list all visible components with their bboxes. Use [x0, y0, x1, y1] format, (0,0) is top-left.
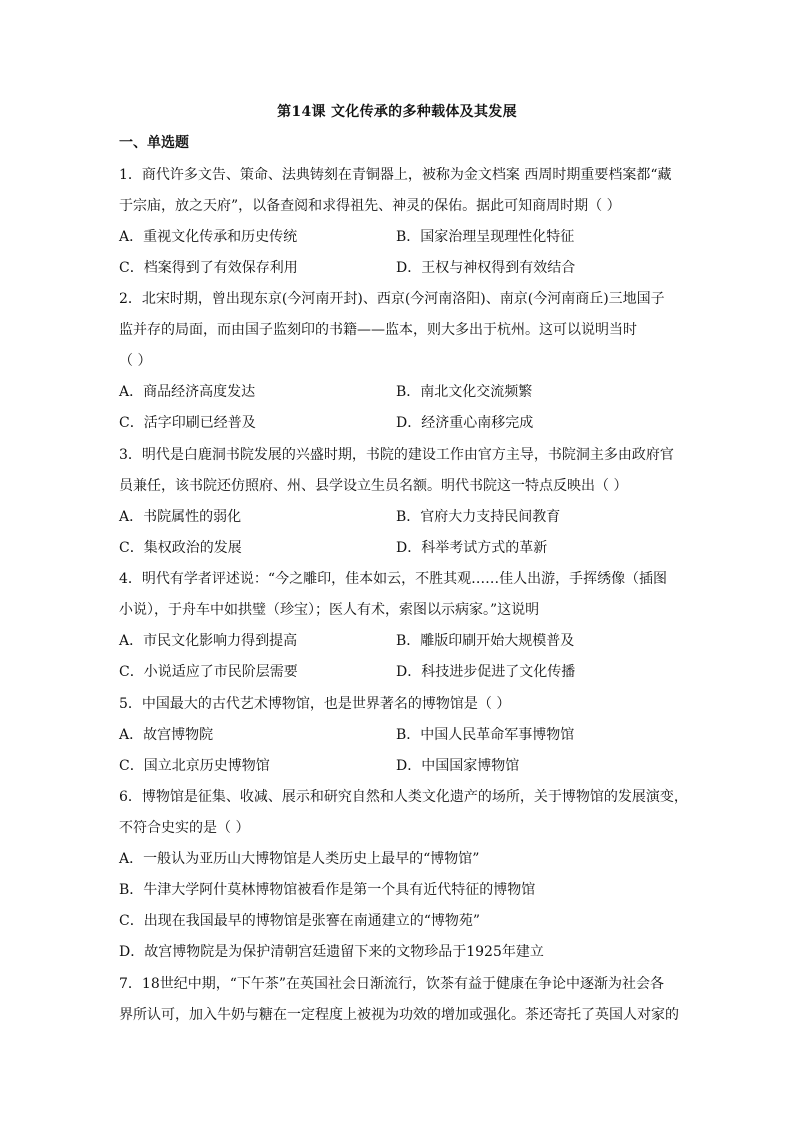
question-6-option-a: A．一般认为亚历山大博物馆是人类历史上最早的“博物馆”	[119, 851, 480, 867]
question-6-line-1: 6．博物馆是征集、收减、展示和研究自然和人类文化遗产的场所，关于博物馆的发展演变，	[119, 789, 688, 805]
question-3-option-b: B．官府大力支持民间教育	[396, 509, 561, 525]
question-4-option-a: A．市民文化影响力得到提高	[119, 633, 298, 649]
question-7-line-1: 7．18世纪中期，“下午茶”在英国社会日渐流行，饮茶有益于健康在争论中逐渐为社会各	[119, 976, 665, 992]
question-1-option-c: C．档案得到了有效保存利用	[119, 260, 298, 276]
question-6-option-b: B．牛津大学阿什莫林博物馆被看作是第一个具有近代特征的博物馆	[119, 882, 536, 898]
section-heading: 一、单选题	[119, 135, 189, 151]
question-6-line-2: 不符合史实的是（ ）	[119, 820, 250, 836]
question-7-line-2: 界所认可，加入牛奶与糖在一定程度上被视为功效的增加或强化。茶还寄托了英国人对家的	[119, 1007, 679, 1023]
question-3-line-1: 3．明代是白鹿洞书院发展的兴盛时期，书院的建设工作由官方主导，书院洞主多由政府官	[119, 447, 674, 463]
question-2-option-a: A．商品经济高度发达	[119, 384, 256, 400]
question-1-line-2: 于宗庙，放之天府”，以备查阅和求得祖先、神灵的保佑。据此可知商周时期（ ）	[119, 198, 621, 214]
question-2-line-2: 监并存的局面，而由国子监刻印的书籍——监本，则大多出于杭州。这可以说明当时	[119, 322, 637, 338]
question-2-option-c: C．活字印刷已经普及	[119, 415, 256, 431]
question-1-option-a: A．重视文化传承和历史传统	[119, 229, 298, 245]
question-4-option-d: D．科技进步促进了文化传播	[396, 664, 576, 680]
question-1-option-b: B．国家治理呈现理性化特征	[396, 229, 575, 245]
question-2-option-d: D．经济重心南移完成	[396, 415, 534, 431]
question-5-option-a: A．故宫博物院	[119, 727, 214, 743]
question-4-option-b: B．雕版印刷开始大规模普及	[396, 633, 575, 649]
question-3-option-a: A．书院属性的弱化	[119, 509, 242, 525]
question-1-option-d: D．王权与神权得到有效结合	[396, 260, 576, 276]
question-4-line-2: 小说），于舟车中如拱璧（珍宝）；医人有术，索图以示病家。”这说明	[119, 602, 540, 618]
question-4-option-c: C．小说适应了市民阶层需要	[119, 664, 298, 680]
question-5-option-d: D．中国国家博物馆	[396, 758, 520, 774]
question-5-option-b: B．中国人民革命军事博物馆	[396, 727, 575, 743]
question-5-line-1: 5．中国最大的古代艺术博物馆，也是世界著名的博物馆是（ ）	[119, 696, 511, 712]
page-title: 第14课 文化传承的多种载体及其发展	[277, 104, 517, 120]
question-6-option-d: D．故宫博物院是为保护清朝宫廷遗留下来的文物珍品于1925年建立	[119, 944, 544, 960]
question-1-line-1: 1．商代许多文告、策命、法典铸刻在青铜器上，被称为金文档案 西周时期重要档案都“藏	[119, 167, 672, 183]
question-2-line-3: （ ）	[119, 353, 152, 369]
question-2-option-b: B．南北文化交流频繁	[396, 384, 533, 400]
question-3-option-d: D．科举考试方式的革新	[396, 540, 548, 556]
question-5-option-c: C．国立北京历史博物馆	[119, 758, 270, 774]
question-3-line-2: 员兼任，该书院还仿照府、州、县学设立生员名额。明代书院这一特点反映出（ ）	[119, 478, 628, 494]
question-3-option-c: C．集权政治的发展	[119, 540, 242, 556]
question-2-line-1: 2．北宋时期，曾出现东京(今河南开封)、西京(今河南洛阳)、南京(今河南商丘)三地国子	[119, 291, 665, 307]
question-6-option-c: C．出现在我国最早的博物馆是张謇在南通建立的“博物苑”	[119, 913, 481, 929]
question-4-line-1: 4．明代有学者评述说：“今之雕印，佳本如云，不胜其观……佳人出游，手挥绣像（插图	[119, 571, 668, 587]
